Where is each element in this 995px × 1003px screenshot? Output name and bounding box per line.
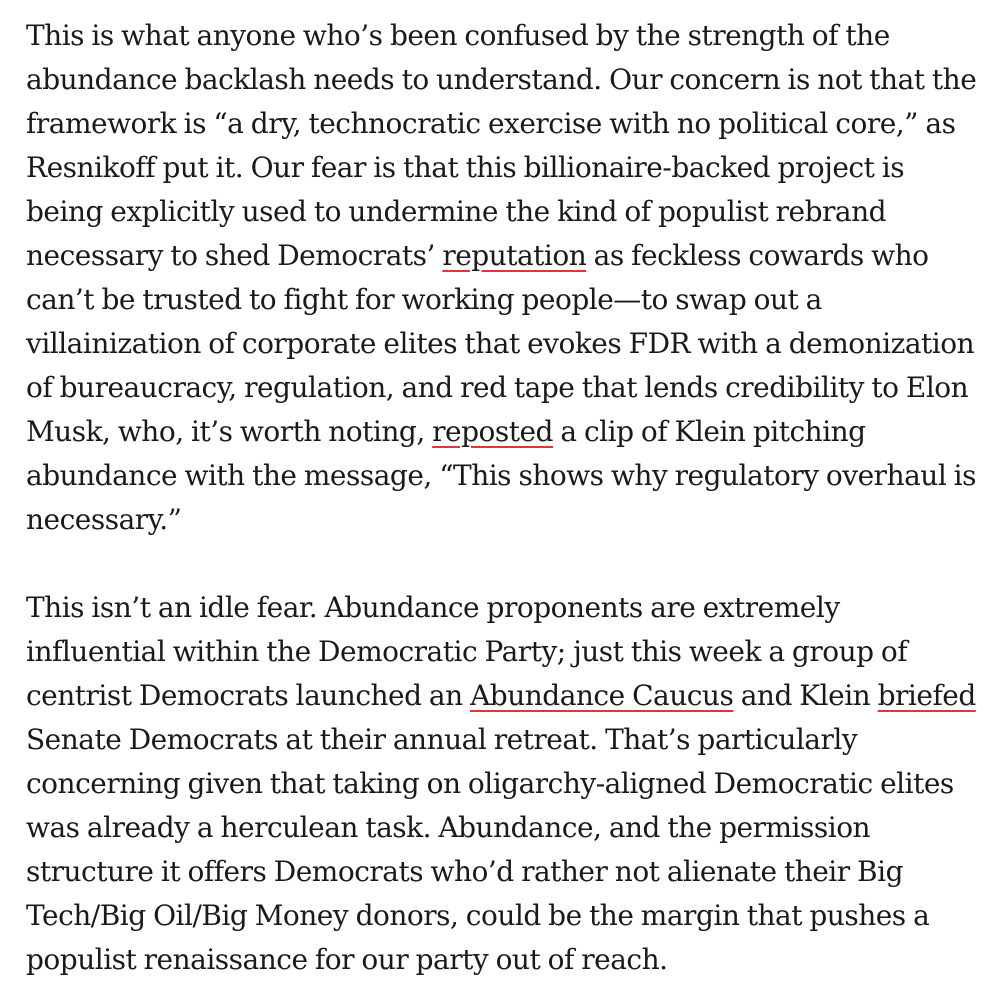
link-reputation[interactable]: reputation — [442, 239, 587, 272]
paragraph-text: Senate Democrats at their annual retreat. That’s particularly concerning given that taking on oligarchy-aligned Democratic elites was already a herculean task. Abundance, and the permission structure it offers Democrats who’d rather not alienate their Big Tech/Big Oil/Big Money donors, could be the margin that pushes a populist renaissance for our party out of reach. — [26, 723, 954, 976]
paragraph-text: and Klein — [733, 679, 878, 712]
link-reposted[interactable]: reposted — [432, 415, 553, 448]
article-body — [26, 14, 981, 982]
paragraph-text: a clip of Klein pitching abundance with the message, “This shows why regulatory overhaul is necessary.” — [26, 415, 977, 536]
paragraph-text: as feckless cowards who can’t be trusted to fight for working people—to swap out a villainization of corporate elites that evokes FDR with a demonization of bureaucracy, regulation, and red tape that lends credibility to Elon Musk, who, it’s worth noting, — [26, 239, 975, 448]
link-briefed[interactable]: briefed — [877, 679, 976, 712]
paragraph-text: This is what anyone who’s been confused by the strength of the abundance backlash needs to understand. Our concern is not that the framework is “a dry, technocratic exercise with no political core,” as Resnikoff put it. Our fear is that this billionaire-backed project is being explicitly used to undermine the kind of populist rebrand necessary to shed Democrats’ — [26, 19, 977, 272]
paragraph-1 — [26, 14, 981, 542]
paragraph-text: This isn’t an idle fear. Abundance proponents are extremely influential within the Democratic Party; just this week a group of centrist Democrats launched an — [26, 591, 908, 712]
link-abundance-caucus[interactable]: Abundance Caucus — [470, 679, 734, 712]
paragraph-2 — [26, 586, 981, 982]
